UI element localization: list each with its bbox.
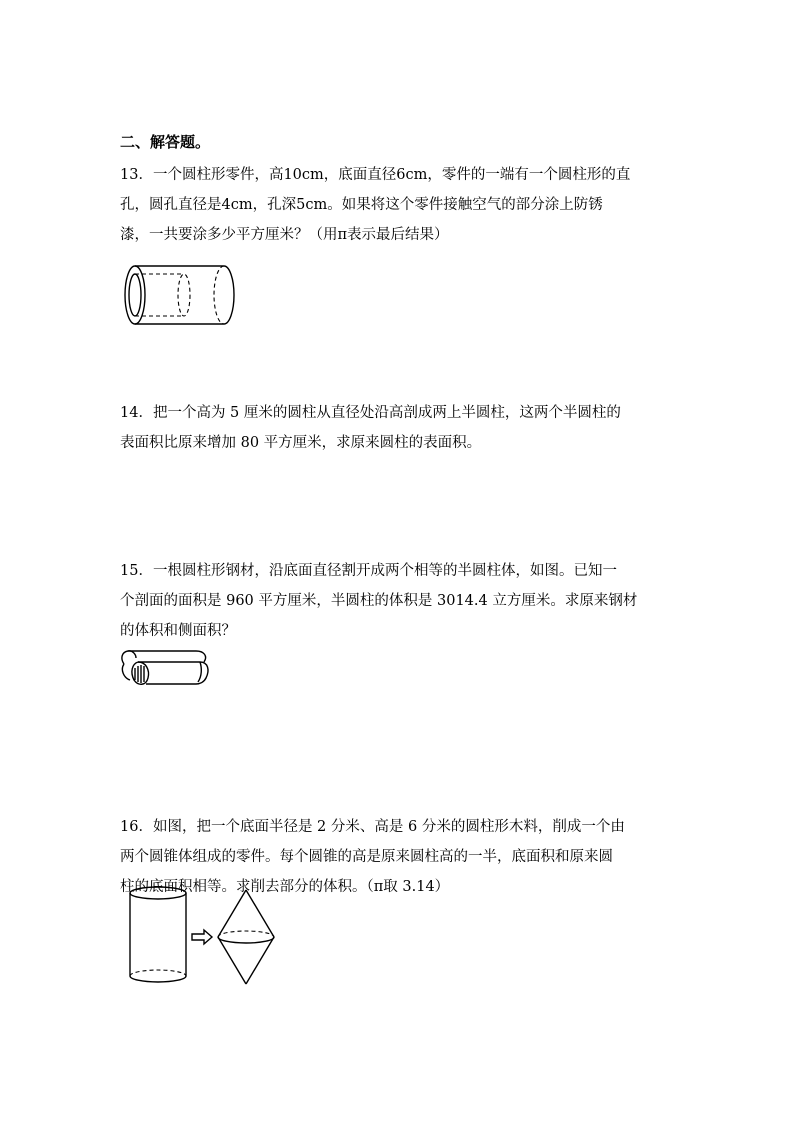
problem-13-number: 13． <box>120 167 153 183</box>
problem-16-line-3: 柱的底面积相等。求削去部分的体积。（π取 3.14） <box>120 879 450 895</box>
problem-13-line-1: 13．一个圆柱形零件，高10cm，底面直径6cm，零件的一端有一个圆柱形的直 <box>120 167 631 183</box>
problem-14 <box>120 398 680 458</box>
problem-16-number: 16． <box>120 819 153 835</box>
double-cone-shape <box>218 890 274 984</box>
problem-15-number: 15． <box>120 563 153 579</box>
problem-16-line-1: 16．如图，把一个底面半径是 2 分米、高是 6 分米的圆柱形木料，削成一个由 <box>120 819 625 835</box>
half-cylinders-figure <box>116 648 212 690</box>
problem-15-line-2: 个剖面的面积是 960 平方厘米，半圆柱的体积是 3014.4 立方厘米。求原来钢材 <box>120 593 638 609</box>
problem-13 <box>120 160 680 250</box>
problem-16-line-2: 两个圆锥体组成的零件。每个圆锥的高是原来圆柱高的一半，底面积和原来圆 <box>120 849 613 865</box>
problem-14-number: 14． <box>120 405 153 421</box>
cylinder-to-double-cone-figure <box>124 884 280 986</box>
problem-14-line-2: 表面积比原来增加 80 平方厘米，求原来圆柱的表面积。 <box>120 435 482 451</box>
problem-15-line-1: 15．一根圆柱形钢材，沿底面直径割开成两个相等的半圆柱体，如图。已知一 <box>120 563 617 579</box>
transform-arrow-icon <box>192 930 212 944</box>
cylinder-shape <box>130 887 186 982</box>
section-title: 二、解答题。 <box>120 133 211 151</box>
problem-14-line-1: 14．把一个高为 5 厘米的圆柱从直径处沿高剖成两上半圆柱，这两个半圆柱的 <box>120 405 621 421</box>
problem-15-line-3: 的体积和侧面积？ <box>120 623 236 639</box>
problem-13-line-2: 孔，圆孔直径是4cm，孔深5cm。如果将这个零件接触空气的部分涂上防锈 <box>120 197 603 213</box>
cylinder-with-hole-figure <box>118 262 248 332</box>
problem-13-line-3: 漆，一共要涂多少平方厘米？（用π表示最后结果） <box>120 227 449 243</box>
problem-15 <box>120 556 680 646</box>
